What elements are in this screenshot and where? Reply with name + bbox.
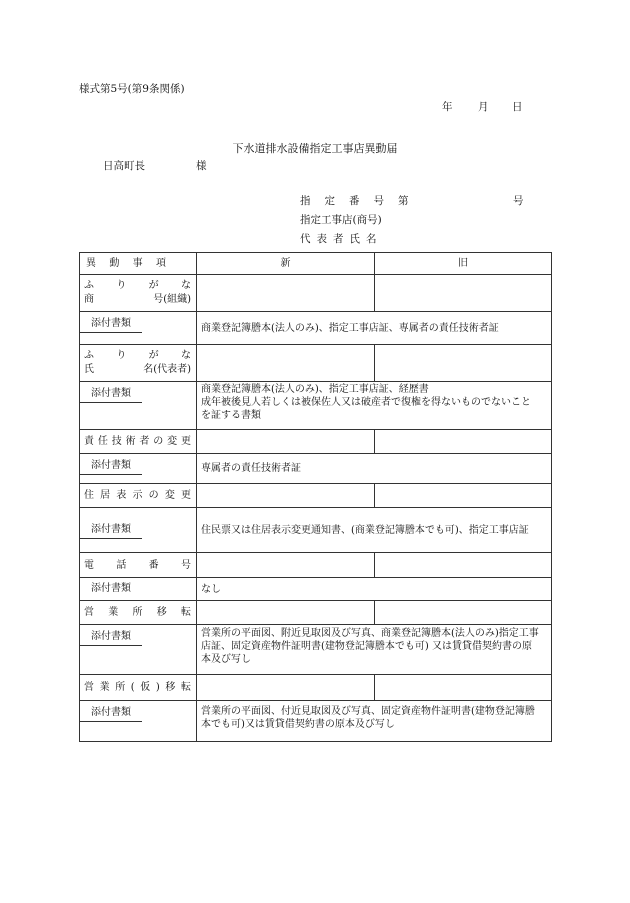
table-header-row <box>80 253 552 275</box>
table-row <box>80 312 552 345</box>
name-old-cell[interactable] <box>375 345 552 382</box>
phone-old-cell[interactable] <box>375 553 552 578</box>
table-row <box>80 508 552 553</box>
table-row <box>80 625 552 675</box>
table-row <box>80 484 552 508</box>
header-new: 新 <box>197 253 375 275</box>
office-move-new-cell[interactable] <box>197 601 375 625</box>
addressee: 日高町長 <box>103 160 145 172</box>
table-row <box>80 275 552 312</box>
table-row <box>80 553 552 578</box>
attached-docs-label: 添付書類 <box>80 578 197 601</box>
office-move-old-cell[interactable] <box>375 601 552 625</box>
table-row <box>80 601 552 625</box>
temp-office-move-label: 営業所(仮)移転 <box>80 675 197 701</box>
attached-docs-label: 添付書類 <box>80 382 197 430</box>
address-change-label: 住居表示の変更 <box>80 484 197 508</box>
designation-number-label: 指定番号第 <box>300 195 423 207</box>
table-row <box>80 675 552 701</box>
table-row <box>80 701 552 742</box>
representative-name-label: 代表者氏名 <box>300 233 383 245</box>
attached-docs-text: 商業登記簿謄本(法人のみ)、指定工事店証、専属者の責任技術者証 <box>197 312 552 345</box>
attached-docs-label: 添付書類 <box>80 454 197 484</box>
attached-docs-text: 営業所の平面図、付近見取図及び写真、固定資産物件証明書(建物登記簿謄 本でも可)又は賃貸借契約書の原本及び写し <box>197 701 552 742</box>
phone-new-cell[interactable] <box>197 553 375 578</box>
trade-name-new-cell[interactable] <box>197 275 375 312</box>
office-move-label: 営業所移転 <box>80 601 197 625</box>
engineer-change-label: 責任技術者の変更 <box>80 430 197 454</box>
date-day: 日 <box>512 101 523 113</box>
attached-docs-text: なし <box>197 578 552 601</box>
attached-docs-label: 添付書類 <box>80 508 197 553</box>
designation-number-suffix: 号 <box>513 195 524 207</box>
date-month: 月 <box>478 101 489 113</box>
designated-shop-label: 指定工事店(商号) <box>300 214 382 226</box>
name-label: ふ り が な 氏 名 (代表者) <box>80 345 197 382</box>
name-new-cell[interactable] <box>197 345 375 382</box>
date-year: 年 <box>442 101 453 113</box>
engineer-new-cell[interactable] <box>197 430 375 454</box>
attached-docs-label: 添付書類 <box>80 312 197 345</box>
trade-name-label: ふ り が な 商 号 (組織) <box>80 275 197 312</box>
attached-docs-text: 住民票又は住居表示変更通知書、(商業登記簿謄本でも可)、指定工事店証 <box>197 508 552 553</box>
addressee-honorific: 様 <box>196 160 207 172</box>
table-row <box>80 382 552 430</box>
form-number: 様式第5号(第9条関係) <box>79 83 185 95</box>
temp-office-move-old-cell[interactable] <box>375 675 552 701</box>
attached-docs-text: 専属者の責任技術者証 <box>197 454 552 484</box>
document-title: 下水道排水設備指定工事店異動届 <box>232 142 398 155</box>
attached-docs-text: 商業登記簿謄本(法人のみ)、指定工事店証、経歴書 成年被後見人若しくは被保佐人又は破産者で復権を得ないものでないこと を証する書類 <box>197 382 552 430</box>
table-row <box>80 430 552 454</box>
table-row <box>80 454 552 484</box>
attached-docs-text: 営業所の平面図、附近見取図及び写真、商業登記簿謄本(法人のみ)指定工事 店証、固定資産物件証明書(建物登記簿謄本でも可) 又は賃貸借契約書の原 本及び写し <box>197 625 552 675</box>
table-row <box>80 345 552 382</box>
address-new-cell[interactable] <box>197 484 375 508</box>
change-table <box>79 252 552 742</box>
temp-office-move-new-cell[interactable] <box>197 675 375 701</box>
header-item: 異動事項 <box>80 253 197 275</box>
engineer-old-cell[interactable] <box>375 430 552 454</box>
table-row <box>80 578 552 601</box>
trade-name-old-cell[interactable] <box>375 275 552 312</box>
phone-label: 電話番号 <box>80 553 197 578</box>
address-old-cell[interactable] <box>375 484 552 508</box>
header-old: 旧 <box>375 253 552 275</box>
attached-docs-label: 添付書類 <box>80 625 197 675</box>
attached-docs-label: 添付書類 <box>80 701 197 742</box>
